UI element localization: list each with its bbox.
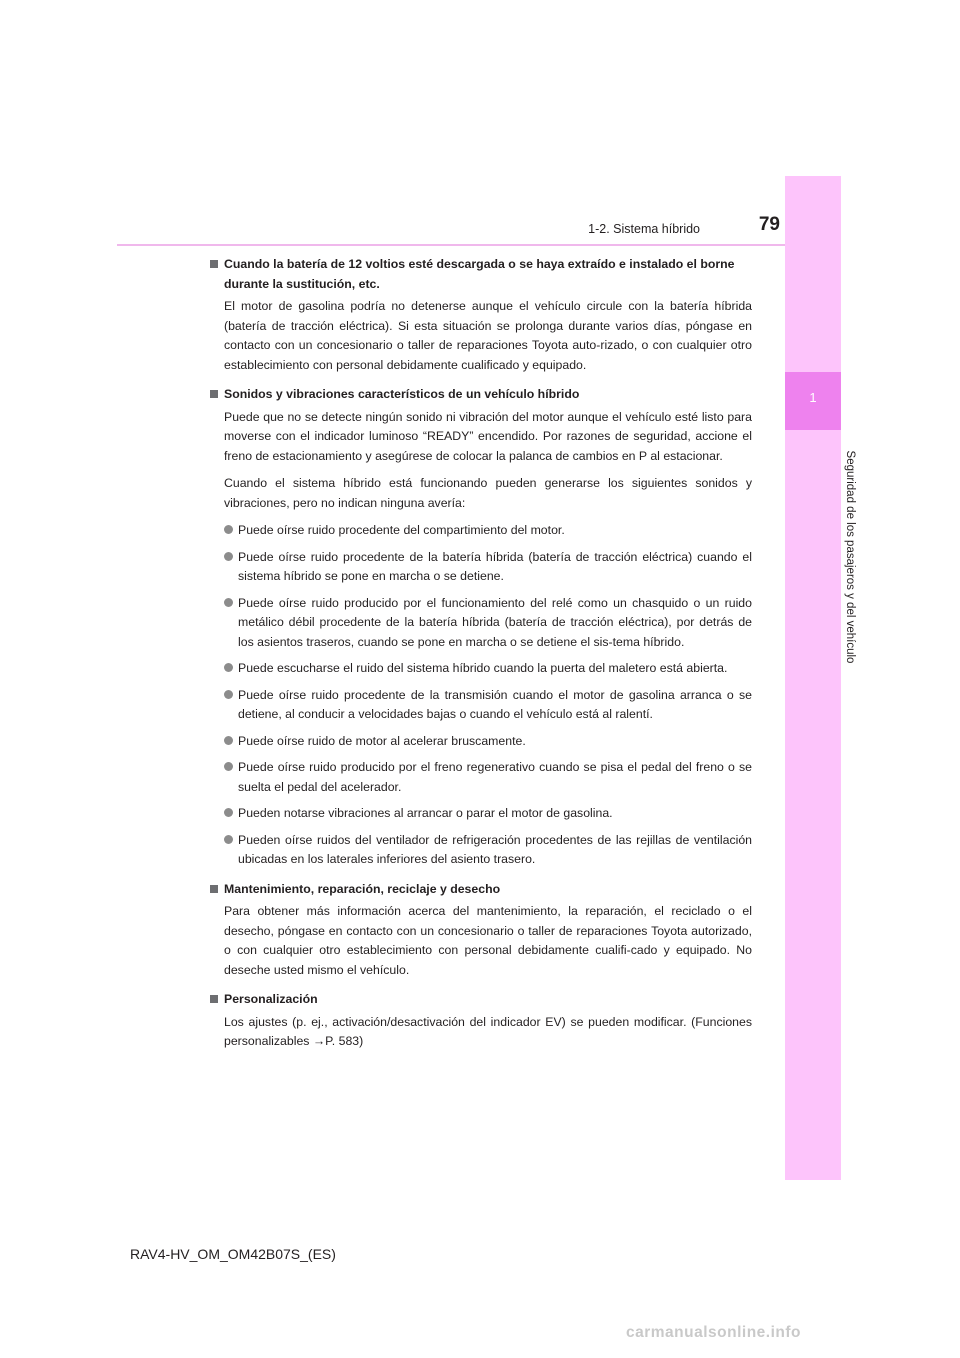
heading-text: Personalización [224,992,318,1006]
section-title: 1-2. Sistema híbrido [588,222,700,236]
square-bullet-icon [210,995,218,1003]
paragraph: Para obtener más información acerca del mantenimiento, la reparación, el reciclado o el desecho, póngase en contacto con un concesionario o taller de reparaciones Toyota autorizado, o con cualquier otro establecimiento con personal debidamente cualifi-cado y equipado. No deseche usted mismo el vehículo. [224,904,752,977]
list-item-text: Puede oírse ruido procedente de la batería híbrida (batería de tracción eléctrica) cuando el sistema híbrido se pone en marcha o se detiene. [238,549,752,583]
paragraph: El motor de gasolina podría no detenerse aunque el vehículo circule con la batería híbrida (batería de tracción eléctrica). Si esta situación se prolonga durante varios días, póngase en contacto con un concesionario o taller de reparaciones Toyota auto-rizado, o con cualquier otro establecimiento con personal debidamente cualificado y equipado. [224,299,752,372]
chapter-title: Seguridad de los pasajeros y del vehículo [844,450,856,664]
header-divider [117,244,841,246]
round-bullet-icon [224,762,233,771]
watermark: carmanualsonline.info [626,1324,802,1341]
section-heading [210,385,752,405]
heading-text: Mantenimiento, reparación, reciclaje y desecho [224,881,501,896]
list-item [224,548,752,587]
main-content [210,255,752,1062]
page-number: 79 [758,214,780,235]
list-item [224,594,752,653]
list-item [224,659,752,679]
round-bullet-icon [224,525,233,534]
paragraph: Cuando el sistema híbrido está funcionando pueden generarse los siguientes sonidos y vibraciones, pero no indican ninguna avería: [224,476,752,510]
chapter-number: 1 [809,390,817,405]
list-item-text: Puede escucharse el ruido del sistema híbrido cuando la puerta del maletero está abierta. [238,661,728,675]
section-customization [210,990,752,1052]
list-item [224,521,752,541]
list-item [224,804,752,824]
list-item-text: Pueden oírse ruidos del ventilador de refrigeración procedentes de las rejillas de ventilación ubicadas en los laterales inferiores del asiento trasero. [238,832,752,866]
paragraph: Puede que no se detecte ningún sonido ni vibración del motor aunque el vehículo esté listo para moverse con el indicador luminoso “READY” encendido. Por razones de seguridad, accione el freno de estacionamiento y asegúrese de colocar la palanca de cambios en P al estacionar. [224,409,752,463]
list-item [224,732,752,752]
section-heading [210,880,752,900]
section-battery [210,255,752,375]
list-item-text: Puede oírse ruido procedente del compartimiento del motor. [238,523,565,537]
list-item [224,758,752,797]
round-bullet-icon [224,552,233,561]
round-bullet-icon [224,663,233,672]
list-item-text: Puede oírse ruido producido por el freno regenerativo cuando se pisa el pedal del freno o se suelta el pedal del acelerador. [238,760,752,794]
list-item-text: Pueden notarse vibraciones al arrancar o parar el motor de gasolina. [238,806,613,820]
section-heading [210,255,752,294]
list-item-text: Puede oírse ruido procedente de la transmisión cuando el motor de gasolina arranca o se detiene, al conducir a velocidades bajas o cuando el vehículo está al ralentí. [238,687,752,721]
round-bullet-icon [224,690,233,699]
list-item [224,686,752,725]
square-bullet-icon [210,390,218,398]
heading-text: Sonidos y vibraciones característicos de un vehículo híbrido [224,387,580,401]
round-bullet-icon [224,808,233,817]
heading-text: Cuando la batería de 12 voltios esté descargada o se haya extraído e instalado el borne durante la sustitución, etc. [224,257,735,291]
section-maintenance [210,880,752,981]
chapter-side-band [785,176,841,1180]
section-heading [210,990,752,1010]
round-bullet-icon [224,835,233,844]
list-item [224,831,752,870]
paragraph: Los ajustes (p. ej., activación/desactivación del indicador EV) se pueden modificar. (Funciones personalizables →P. 583) [224,1014,752,1048]
section-sounds [210,385,752,870]
round-bullet-icon [224,598,233,607]
square-bullet-icon [210,885,218,893]
list-item-text: Puede oírse ruido producido por el funcionamiento del relé como un chasquido o un ruido metálico débil procedente de la batería híbrida (batería de tracción eléctrica), por detrás de los asientos traseros, cuando se pone en marcha o se detiene el sis-tema híbrido. [238,595,752,649]
round-bullet-icon [224,736,233,745]
square-bullet-icon [210,260,218,268]
document-code: RAV4-HV_OM_OM42B07S_(ES) [130,1246,336,1262]
list-item-text: Puede oírse ruido de motor al acelerar bruscamente. [238,733,526,748]
